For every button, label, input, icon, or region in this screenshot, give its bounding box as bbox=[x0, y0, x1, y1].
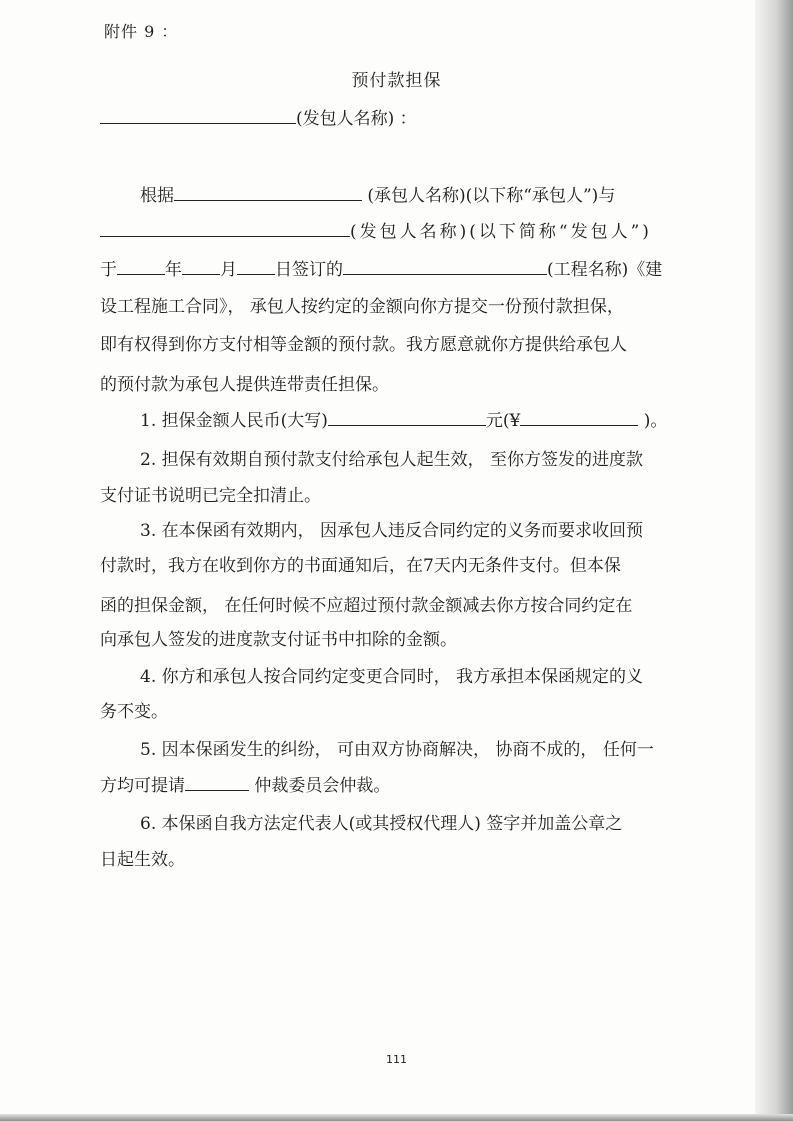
addressee-label: (发包人名称) ： bbox=[296, 109, 417, 129]
intro-line-3 bbox=[100, 255, 662, 280]
blank-year bbox=[117, 259, 165, 275]
blank-employer-name bbox=[100, 108, 296, 124]
clause-5-line-2 bbox=[100, 771, 390, 796]
blank-employer-name-2 bbox=[100, 221, 350, 237]
attachment-label: 附件 9 ： bbox=[104, 22, 179, 41]
blank-amount-figures bbox=[520, 410, 638, 426]
intro-text: 根据 bbox=[140, 186, 174, 206]
page-edge-shadow bbox=[755, 0, 793, 1121]
clause-5-line-1: 5. 因本保函发生的纠纷， 可由双方协商解决， 协商不成的， 任何一 bbox=[140, 740, 654, 760]
clause-text: )。 bbox=[638, 411, 668, 431]
intro-text: (发包人名称)(以下简称“发包人”) bbox=[350, 222, 652, 242]
page-title: 预付款担保 bbox=[351, 71, 442, 91]
intro-text: (承包人名称)(以下称“承包人”)与 bbox=[362, 186, 616, 206]
intro-line-4: 设工程施工合同》， 承包人按约定的金额向你方提交一份预付款担保， bbox=[100, 297, 624, 317]
intro-line-1 bbox=[140, 181, 615, 206]
clause-text: 1. 担保金额人民币(大写) bbox=[140, 411, 328, 431]
clause-2-line-1: 2. 担保有效期自预付款支付给承包人起生效， 至你方签发的进度款 bbox=[140, 450, 644, 470]
clause-1 bbox=[140, 406, 667, 431]
blank-amount-words bbox=[328, 410, 486, 426]
clause-6-line-1: 6. 本保函自我方法定代表人(或其授权代理人) 签字并加盖公章之 bbox=[140, 814, 623, 834]
blank-contractor-name bbox=[174, 185, 362, 201]
intro-line-5: 即有权得到你方支付相等金额的预付款。我方愿意就你方提供给承包人 bbox=[100, 335, 627, 355]
addressee-line bbox=[100, 104, 417, 129]
clause-3-line-3: 函的担保金额， 在任何时候不应超过预付款金额减去你方按合同约定在 bbox=[100, 596, 633, 616]
intro-text: 年 bbox=[165, 260, 182, 280]
clause-text: 仲裁委员会仲裁。 bbox=[249, 776, 391, 796]
clause-text: 方均可提请 bbox=[100, 776, 185, 796]
blank-project-name bbox=[343, 259, 547, 275]
intro-line-2 bbox=[100, 217, 652, 242]
page-bottom-edge bbox=[0, 1114, 793, 1121]
clause-text: 元(¥ bbox=[485, 411, 521, 431]
clause-2-line-2: 支付证书说明已完全扣清止。 bbox=[100, 486, 321, 506]
intro-text: 于 bbox=[100, 260, 117, 280]
clause-6-line-2: 日起生效。 bbox=[100, 850, 185, 870]
intro-text: (工程名称)《建 bbox=[547, 260, 663, 280]
clause-3-line-4: 向承包人签发的进度款支付证书中扣除的金额。 bbox=[100, 630, 457, 650]
clause-4-line-1: 4. 你方和承包人按合同约定变更合同时， 我方承担本保函规定的义 bbox=[140, 667, 644, 687]
intro-text: 月 bbox=[220, 260, 237, 280]
clause-4-line-2: 务不变。 bbox=[100, 702, 168, 722]
blank-arbitration-body bbox=[185, 775, 249, 791]
blank-day bbox=[237, 259, 275, 275]
intro-line-6: 的预付款为承包人提供连带责任担保。 bbox=[100, 375, 389, 395]
clause-3-line-2: 付款时，我方在收到你方的书面通知后，在7天内无条件支付。但本保 bbox=[100, 556, 621, 576]
intro-text: 日签订的 bbox=[275, 260, 343, 280]
page-number: 111 bbox=[386, 1053, 407, 1066]
clause-3-line-1: 3. 在本保函有效期内， 因承包人违反合同约定的义务而要求收回预 bbox=[140, 521, 644, 541]
blank-month bbox=[182, 259, 220, 275]
